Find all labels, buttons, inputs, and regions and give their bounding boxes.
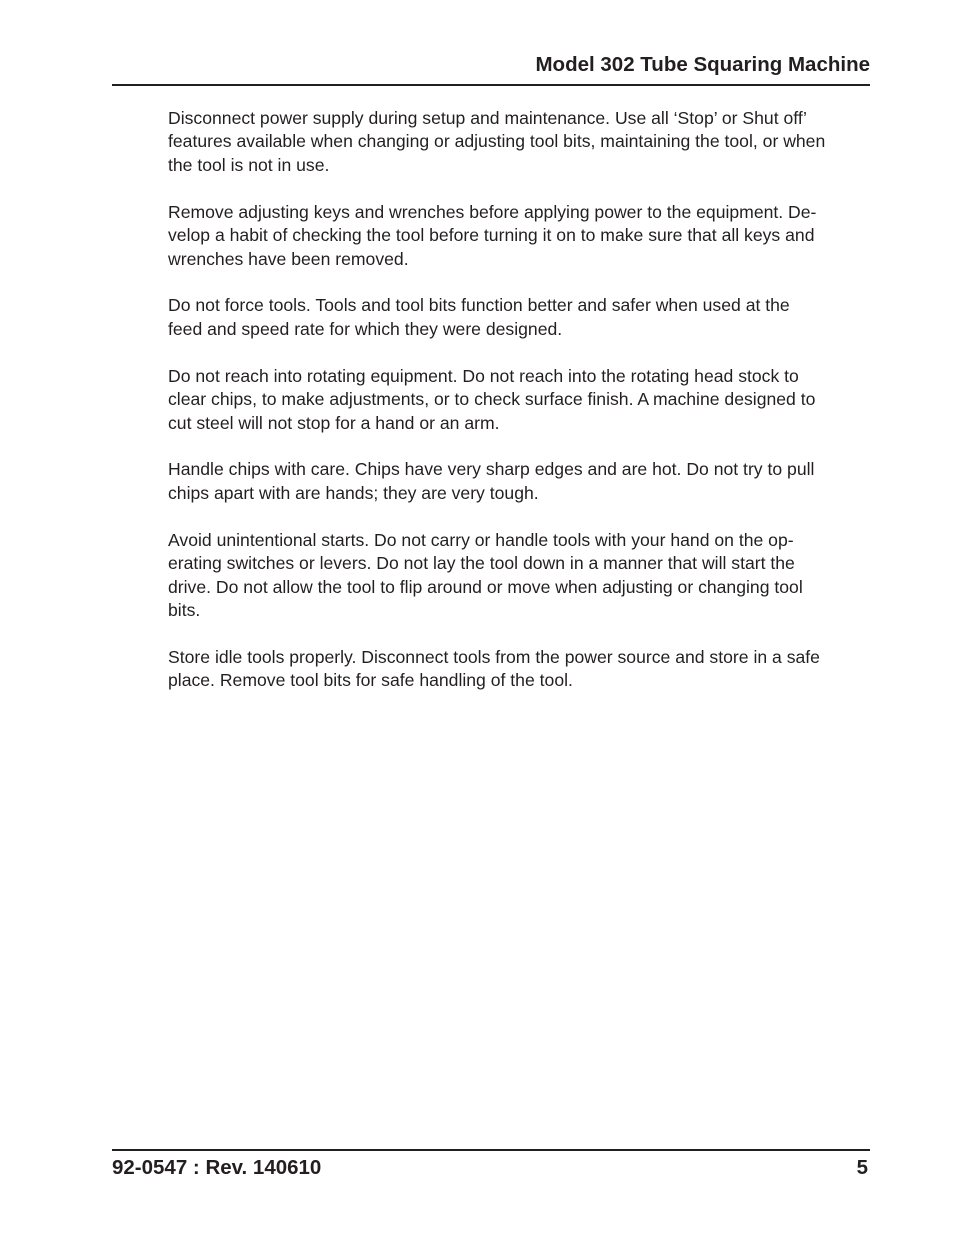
document-revision: 92-0547 : Rev. 140610	[112, 1156, 322, 1179]
text-line: bits.	[168, 600, 201, 620]
text-line: feed and speed rate for which they were designed.	[168, 318, 563, 339]
paragraph-do-not-force	[168, 294, 870, 341]
text-line: Store idle tools properly. Disconnect tools from the power source and store in a safe	[168, 646, 820, 667]
paragraph-store-tools	[168, 646, 870, 693]
text-line: Do not reach into rotating equipment. Do not reach into the rotating head stock to	[168, 365, 799, 386]
text-line: Disconnect power supply during setup and maintenance. Use all ‘Stop’ or Shut off’	[168, 108, 807, 128]
text-line: the tool is not in use.	[168, 154, 330, 175]
text-line: chips apart with are hands; they are very tough.	[168, 482, 539, 503]
page-footer	[112, 1149, 870, 1185]
text-line: cut steel will not stop for a hand or an arm.	[168, 412, 500, 433]
text-line: wrenches have been removed.	[168, 248, 409, 269]
text-line: Avoid unintentional starts. Do not carry or handle tools with your hand on the op-	[168, 529, 794, 550]
paragraph-disconnect-power	[168, 107, 870, 177]
safety-instructions	[168, 107, 870, 716]
text-line: Handle chips with care. Chips have very sharp edges and are hot. Do not try to pull	[168, 459, 815, 480]
page-header	[112, 52, 870, 86]
text-line: place. Remove tool bits for safe handling of the tool.	[168, 670, 573, 691]
text-line: drive. Do not allow the tool to flip around or move when adjusting or changing tool	[168, 576, 803, 597]
page-number: 5	[856, 1156, 868, 1179]
text-line: erating switches or levers. Do not lay the tool down in a manner that will start the	[168, 553, 795, 574]
document-title: Model 302 Tube Squaring Machine	[535, 53, 870, 76]
paragraph-remove-keys	[168, 201, 870, 271]
paragraph-unintentional-starts	[168, 529, 870, 623]
paragraph-handle-chips	[168, 458, 870, 505]
text-line: Remove adjusting keys and wrenches before applying power to the equipment. De-	[168, 201, 817, 222]
text-line: features available when changing or adjusting tool bits, maintaining the tool, or when	[168, 131, 826, 152]
text-line: clear chips, to make adjustments, or to check surface finish. A machine designed to	[168, 389, 816, 410]
paragraph-rotating-equipment	[168, 365, 870, 435]
text-line: Do not force tools. Tools and tool bits function better and safer when used at the	[168, 295, 790, 316]
text-line: velop a habit of checking the tool before turning it on to make sure that all keys and	[168, 225, 815, 246]
